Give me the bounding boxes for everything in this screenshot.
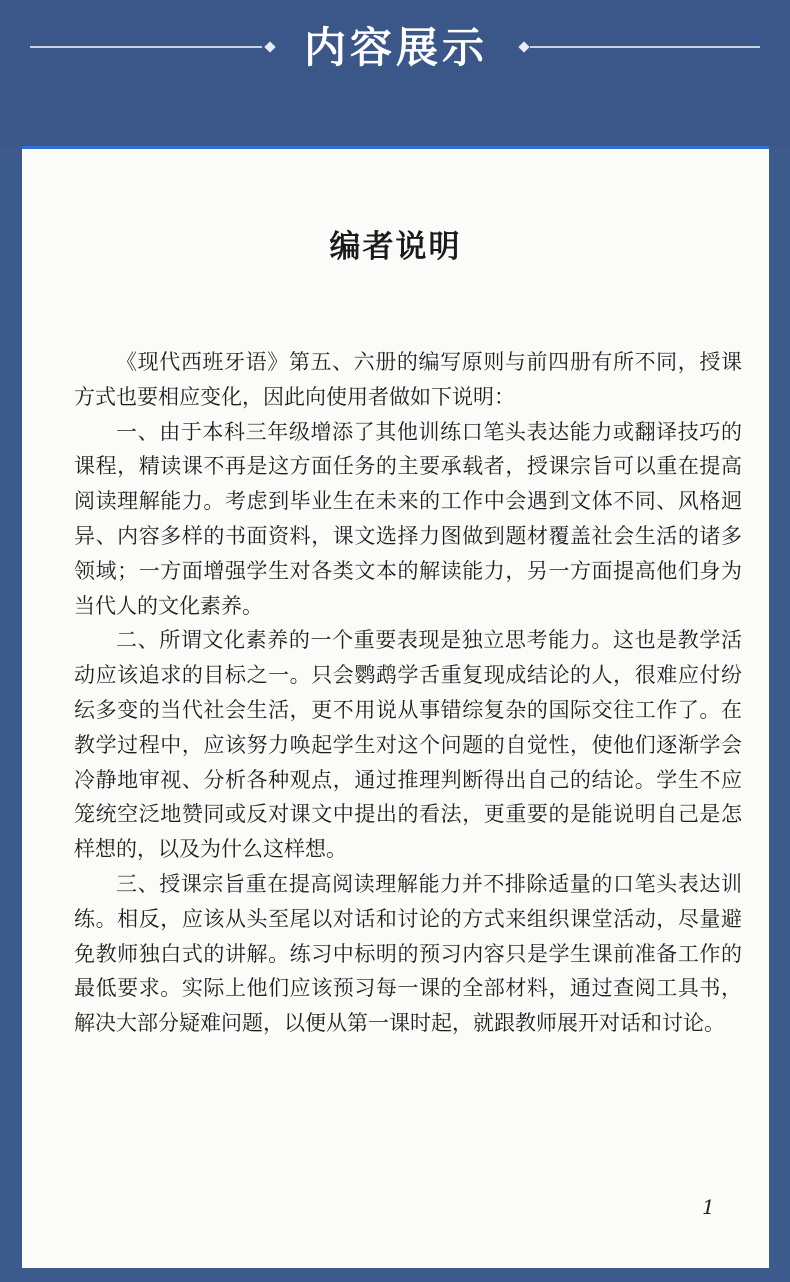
header-banner bbox=[0, 0, 790, 146]
banner-divider-right bbox=[530, 46, 760, 48]
document-body bbox=[74, 345, 742, 1041]
paragraph-one: 一、由于本科三年级增添了其他训练口笔头表达能力或翻译技巧的课程，精读课不再是这方面任务的主要承载者，授课宗旨可以重在提高阅读理解能力。考虑到毕业生在未来的工作中会遇到文体不同、风格迥异、内容多样的书面资料，课文选择力图做到题材覆盖社会生活的诸多领域；一方面增强学生对各类文本的解读能力，另一方面提高他们身为当代人的文化素养。 bbox=[74, 419, 742, 618]
document-title: 编者说明 bbox=[329, 229, 462, 265]
document-page bbox=[22, 146, 769, 1268]
banner-divider-left bbox=[30, 46, 262, 48]
paragraph-intro: 《现代西班牙语》第五、六册的编写原则与前四册有所不同，授课方式也要相应变化，因此向使用者做如下说明： bbox=[74, 350, 742, 409]
banner-title: 内容展示 bbox=[303, 23, 488, 72]
page-number: 1 bbox=[702, 1195, 715, 1219]
paragraph-two: 二、所谓文化素养的一个重要表现是独立思考能力。这也是教学活动应该追求的目标之一。只会鹦鹉学舌重复现成结论的人，很难应付纷纭多变的当代社会生活，更不用说从事错综复杂的国际交往工作了。在教学过程中，应该努力唤起学生对这个问题的自觉性，使他们逐渐学会冷静地审视、分析各种观点，通过推理判断得出自己的结论。学生不应笼统空泛地赞同或反对课文中提出的看法，更重要的是能说明自己是怎样想的，以及为什么这样想。 bbox=[74, 628, 742, 862]
paragraph-three: 三、授课宗旨重在提高阅读理解能力并不排除适量的口笔头表达训练。相反，应该从头至尾以对话和讨论的方式来组织课堂活动，尽量避免教师独白式的讲解。练习中标明的预习内容只是学生课前准备工作的最低要求。实际上他们应该预习每一课的全部材料，通过查阅工具书，解决大部分疑难问题，以便从第一课时起，就跟教师展开对话和讨论。 bbox=[74, 871, 742, 1036]
